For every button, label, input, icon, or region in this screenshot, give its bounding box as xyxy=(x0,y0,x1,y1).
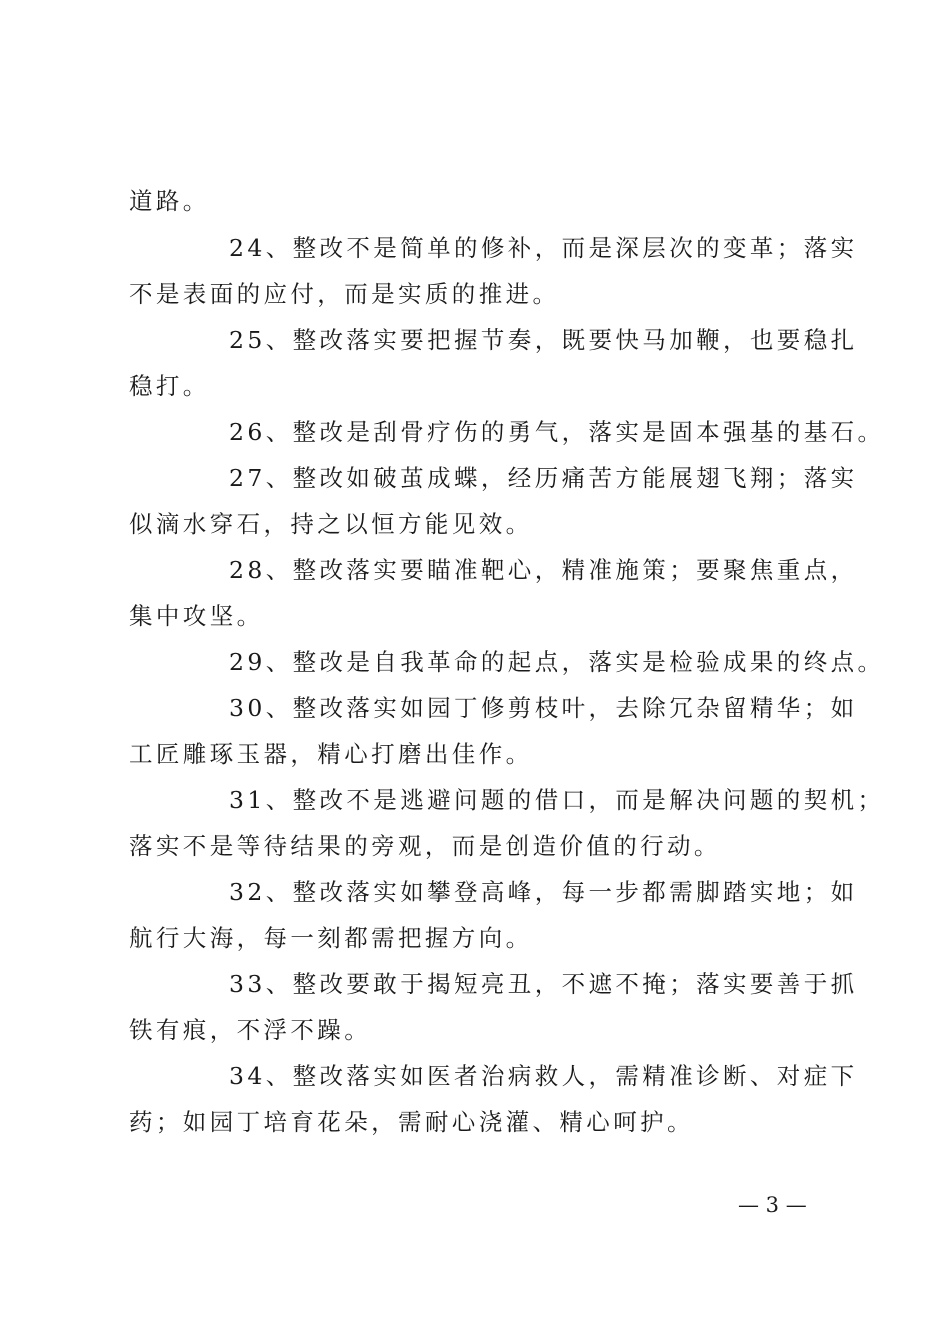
item-24-line-2: 不是表面的应付，而是实质的推进。 xyxy=(129,280,560,308)
item-25-line-2: 稳打。 xyxy=(129,372,210,400)
page-number: — 3 — xyxy=(738,1193,807,1217)
item-27-line-1: 27、整改如破茧成蝶，经历痛苦方能展翅飞翔；落实 xyxy=(229,464,858,492)
item-33-line-1: 33、整改要敢于揭短亮丑，不遮不掩；落实要善于抓 xyxy=(229,970,858,998)
item-31-line-2: 落实不是等待结果的旁观，而是创造价值的行动。 xyxy=(129,832,721,860)
item-30-line-1: 30、整改落实如园丁修剪枝叶，去除冗杂留精华；如 xyxy=(229,694,858,722)
item-33-line-2: 铁有痕，不浮不躁。 xyxy=(129,1016,372,1044)
item-28-line-2: 集中攻坚。 xyxy=(129,602,264,630)
item-28-line-1: 28、整改落实要瞄准靶心，精准施策；要聚焦重点， xyxy=(229,556,858,584)
item-32-line-1: 32、整改落实如攀登高峰，每一步都需脚踏实地；如 xyxy=(229,878,858,906)
item-34-line-1: 34、整改落实如医者治病救人，需精准诊断、对症下 xyxy=(229,1062,858,1090)
item-24-line-1: 24、整改不是简单的修补，而是深层次的变革；落实 xyxy=(229,234,858,262)
item-26-line-1: 26、整改是刮骨疗伤的勇气，落实是固本强基的基石。 xyxy=(229,418,885,446)
text-line-1: 道路。 xyxy=(129,187,210,215)
item-29-line-1: 29、整改是自我革命的起点，落实是检验成果的终点。 xyxy=(229,648,885,676)
item-25-line-1: 25、整改落实要把握节奏，既要快马加鞭，也要稳扎 xyxy=(229,326,858,354)
item-30-line-2: 工匠雕琢玉器，精心打磨出佳作。 xyxy=(129,740,533,768)
item-31-line-1: 31、整改不是逃避问题的借口，而是解决问题的契机； xyxy=(229,786,885,814)
item-34-line-2: 药；如园丁培育花朵，需耐心浇灌、精心呵护。 xyxy=(129,1108,694,1136)
item-32-line-2: 航行大海，每一刻都需把握方向。 xyxy=(129,924,533,952)
item-27-line-2: 似滴水穿石，持之以恒方能见效。 xyxy=(129,510,533,538)
